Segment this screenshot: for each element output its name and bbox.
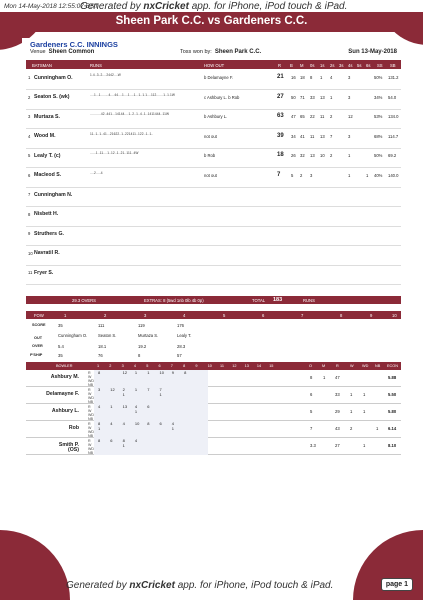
batting-position: 10	[28, 250, 33, 256]
batsman-row	[26, 188, 401, 207]
fow-col-4: 4	[183, 313, 186, 318]
how-out: not out	[204, 172, 217, 178]
wd-col: WD	[362, 364, 369, 368]
bowler-wd: 1	[363, 409, 366, 414]
runs-sequence: 1.4..3..2....2442....W	[90, 73, 121, 77]
batsman-row	[26, 71, 401, 90]
batsman-sb: 140.0	[388, 172, 399, 178]
bowler-w: 1	[350, 392, 353, 397]
over-runs: 4	[134, 404, 138, 409]
batting-position: 5	[28, 153, 31, 158]
bowler-row	[26, 438, 401, 455]
over-runs: 10	[159, 370, 164, 375]
over-col-4: 4	[133, 364, 137, 368]
scorecard	[22, 38, 401, 455]
bowler-econ: 8.10	[388, 443, 397, 448]
totals-bar	[26, 296, 401, 304]
econ-col: ECON	[387, 364, 398, 368]
batsman-ones: 13	[320, 133, 325, 139]
batsman-row	[26, 169, 401, 188]
bowler-o: 3.3	[310, 443, 316, 448]
bowler-name: Ashbury M.	[50, 374, 79, 380]
bowler-w: 1	[350, 409, 353, 414]
how-out: b Rob	[204, 153, 216, 158]
over-col-12: 12	[232, 364, 237, 368]
bowler-r: 33	[335, 392, 340, 397]
runs-label: RUNS	[303, 298, 315, 303]
over-runs: 7	[159, 387, 162, 392]
m-col: M	[322, 364, 326, 368]
over-wickets: 1	[122, 392, 125, 397]
bowler-r: 47	[335, 375, 340, 380]
over-col-8: 8	[183, 364, 186, 368]
how-out: not out	[204, 133, 217, 139]
bowler-col: BOWLER	[56, 364, 73, 368]
how-out: b Ashbury L.	[204, 114, 228, 119]
batsman-fours: 1	[348, 172, 351, 178]
row-label-r: R	[88, 370, 91, 375]
batsman-m: 41	[300, 133, 305, 139]
fow-over: 19.2	[138, 344, 147, 349]
over-runs: 6	[147, 404, 150, 409]
batsman-col: BATSMAN	[32, 62, 52, 68]
batsman-twos: 2	[330, 114, 333, 119]
decorative-ball	[0, 530, 70, 600]
batsman-m: 32	[300, 153, 305, 158]
runs-sequence: ...........42..441...14144....1..2..1..4..1..1411444..11W	[90, 112, 170, 116]
bowler-econ: 6.14	[388, 426, 397, 431]
page-number: page 1	[381, 578, 413, 591]
ones-col: 1s	[320, 62, 325, 68]
over-wickets: 1	[98, 426, 101, 431]
fow-pship: 57	[177, 353, 182, 358]
fow-out: Murtaza S.	[138, 333, 159, 338]
generated-by-text: Generated by nxCricket app. for iPhone, iPod touch & iPad.	[80, 1, 348, 12]
twos-col: 2s	[330, 62, 335, 68]
toss-info: Toss won by: Sheen Park C.C.	[180, 49, 262, 55]
bowler-wd: 1	[363, 443, 366, 448]
batsman-row	[26, 110, 401, 129]
over-runs: 4	[134, 438, 138, 443]
fow-over: 28.3	[177, 344, 186, 349]
over-wickets: 1	[134, 409, 138, 414]
over-runs: 10	[134, 421, 140, 426]
over-runs: 8	[122, 438, 125, 443]
match-title: Sheen Park C.C. vs Gardeners C.C.	[115, 15, 308, 27]
batsman-b: 50	[291, 94, 296, 100]
pship-label: P'SHIP	[30, 353, 43, 357]
fow-col-2: 2	[104, 313, 107, 318]
over-runs: 4	[171, 421, 175, 426]
batsman-name: Wood M.	[34, 133, 56, 139]
venue: Venue Sheen Common	[30, 49, 95, 55]
over-runs: 3	[98, 387, 101, 392]
row-label-r: R	[88, 404, 91, 409]
bowler-econ: 5.50	[388, 392, 397, 397]
row-label-nb: NB	[88, 433, 93, 438]
bowler-row	[26, 387, 401, 404]
bowler-o: 7	[310, 426, 313, 431]
fow-col-7: 7	[301, 313, 304, 318]
fours-col: 4s	[348, 62, 353, 68]
batsman-twos: 4	[330, 75, 333, 80]
fow-pship: 35	[58, 353, 63, 358]
fow-score: 176	[177, 323, 184, 328]
batsman-fours: 3	[348, 133, 351, 139]
batsman-runs: 7	[277, 171, 281, 178]
over-runs: 12	[122, 370, 128, 375]
batsman-fours: 3	[348, 94, 351, 100]
match-date: Sun 13-May-2018	[348, 49, 397, 55]
fow-col-5: 5	[223, 313, 226, 318]
row-label-r: R	[88, 387, 91, 392]
over-runs: 4	[98, 404, 101, 409]
batsman-name: Fryer S.	[34, 269, 54, 276]
batsman-fours: 3	[348, 75, 351, 80]
row-label-nb: NB	[88, 399, 93, 404]
batsman-zeros: 8	[310, 75, 313, 80]
batting-header	[26, 60, 401, 69]
over-runs: 2	[122, 387, 125, 392]
over-runs: 1	[147, 370, 150, 375]
batsman-zeros: 22	[310, 114, 315, 119]
over-col-11: 11	[220, 364, 224, 368]
row-label-w: W	[88, 374, 92, 379]
batting-position: 7	[28, 192, 31, 197]
batsman-name: Lealy T. (c)	[34, 152, 61, 159]
b-col: B	[290, 62, 293, 68]
batsman-name: Seaton S. (wk)	[34, 94, 70, 100]
row-label-w: W	[88, 391, 92, 396]
batsman-b: 5	[291, 172, 294, 178]
batsman-b: 47	[291, 114, 296, 119]
fow-pship: 76	[98, 353, 103, 358]
batsman-runs: 18	[277, 152, 284, 158]
fow-over: 18.1	[98, 344, 107, 349]
nb-col: NB	[375, 364, 381, 368]
over-wickets: 1	[159, 392, 162, 397]
footer-generated-by: Generated by nxCricket app. for iPhone, iPod touch & iPad.	[66, 580, 334, 591]
over-col-5: 5	[146, 364, 149, 368]
row-label-w: W	[88, 442, 92, 447]
bowler-o: 5	[310, 409, 313, 414]
bowler-econ: 5.88	[388, 375, 397, 380]
bowler-nb: 1	[376, 426, 379, 431]
batsman-ones: 11	[320, 114, 325, 119]
batsman-ss: 40%	[374, 172, 383, 178]
row-label-nb: NB	[88, 382, 93, 387]
batsman-zeros: 13	[310, 153, 315, 158]
bowler-row	[26, 404, 401, 421]
over-runs: 1	[110, 404, 113, 409]
row-label-wd: WD	[88, 378, 94, 383]
batsman-sb: 114.7	[388, 133, 399, 139]
batsman-sb: 69.2	[388, 153, 397, 158]
w-col: W	[350, 364, 354, 368]
batsman-runs: 39	[277, 132, 284, 139]
batsman-m: 71	[300, 94, 305, 100]
batsman-ss: 53%	[374, 114, 383, 119]
bowler-r: 43	[335, 426, 340, 431]
row-label-wd: WD	[88, 412, 94, 417]
batsman-zeros: 33	[310, 94, 315, 100]
batsman-runs: 21	[277, 74, 284, 80]
fow-col-3: 3	[144, 313, 147, 318]
batsman-row	[26, 227, 401, 246]
fow-col-6: 6	[262, 313, 265, 318]
row-label-wd: WD	[88, 429, 94, 434]
runs-sequence: ......1..11....1..12..1..21..111..4W	[90, 151, 139, 155]
batsman-row	[26, 266, 401, 285]
over-runs: 8	[98, 438, 101, 443]
over-runs: 1	[134, 370, 138, 375]
batsman-twos: 7	[330, 133, 333, 139]
batsman-name: Murtaza S.	[34, 113, 60, 120]
row-label-wd: WD	[88, 395, 94, 400]
over-runs: 9	[171, 370, 175, 375]
fow-score: 111	[98, 323, 105, 328]
runs-sequence: 11..1..1..41...21622..1..221411..122..1..1..	[90, 131, 154, 136]
total-runs: 183	[273, 297, 283, 304]
batsman-sb: 54.0	[388, 94, 397, 100]
over-runs: 12	[110, 387, 115, 392]
batsman-ss: 68%	[374, 133, 383, 139]
batsman-ss: 50%	[374, 153, 383, 158]
bowler-w: 2	[350, 426, 353, 431]
fow-over: 5.4	[58, 344, 64, 349]
out-label: OUT	[34, 336, 43, 340]
bowling-header	[26, 362, 401, 370]
runs-sequence: ....2.....4	[90, 170, 103, 175]
zeros-col: 0s	[310, 62, 315, 68]
batsman-name: Cunningham O.	[34, 74, 73, 81]
total-overs: 29.3 OVERS	[72, 298, 96, 303]
batsman-fours: 12	[348, 114, 353, 119]
generated-timestamp: Mon 14-May-2018 12:55:07 BST	[4, 3, 99, 10]
score-label: SCORE	[32, 323, 46, 327]
batting-position: 8	[28, 211, 31, 217]
fow-col-1: 1	[64, 313, 67, 318]
how-out: b Delamayne F.	[204, 75, 234, 80]
how-out-col: HOW OUT	[204, 62, 225, 68]
over-runs: 8	[147, 421, 150, 426]
how-out: c Ashbury L. b Rob	[204, 94, 240, 100]
m-col: M	[300, 62, 304, 68]
fow-pship: 8	[138, 353, 141, 358]
fow-header	[26, 311, 401, 319]
over-label: OVER	[32, 344, 43, 348]
bowler-r: 29	[335, 409, 340, 414]
batting-position: 3	[28, 114, 31, 119]
bowler-r: 27	[335, 443, 340, 448]
batsman-ones: 10	[320, 153, 325, 158]
batsman-row	[26, 130, 401, 149]
batsman-b: 16	[291, 75, 296, 80]
batsman-zeros: 11	[310, 133, 315, 139]
over-col-15: 15	[269, 364, 274, 368]
row-label-wd: WD	[88, 446, 94, 451]
over-col-14: 14	[256, 364, 262, 368]
batsman-sb: 131.2	[388, 75, 399, 80]
batsman-ones: 13	[320, 94, 325, 100]
bowler-name: Smith P. (OS)	[58, 442, 79, 453]
batsman-row	[26, 91, 401, 110]
batsman-zeros: 3	[310, 172, 313, 178]
over-runs: 8	[98, 421, 101, 426]
bowler-row	[26, 421, 401, 438]
over-col-2: 2	[109, 364, 112, 368]
batsman-row	[26, 208, 401, 227]
fives-col: 5s	[357, 62, 362, 68]
batsman-sb: 134.0	[388, 114, 399, 119]
over-runs: 1	[134, 387, 138, 392]
fow-out: Cunningham O.	[58, 333, 88, 338]
batting-position: 1	[28, 75, 31, 80]
fow-label: FOW	[34, 313, 44, 318]
row-label-r: R	[88, 438, 91, 443]
fow-out: Seaton S.	[98, 333, 117, 338]
batsman-b: 34	[291, 133, 296, 139]
over-wickets: 1	[171, 426, 175, 431]
over-runs: 7	[147, 387, 150, 392]
sixes-col: 6s	[366, 62, 371, 68]
batsman-name: Macleod S.	[34, 172, 62, 178]
bowler-name: Ashbury L.	[51, 408, 79, 414]
batsman-name: Navratil R.	[34, 250, 60, 256]
over-runs: 4	[122, 421, 125, 426]
bowler-o: 6	[310, 392, 313, 397]
fow-score: 35	[58, 323, 63, 328]
ss-col: SS	[377, 62, 383, 68]
overs-area	[94, 370, 208, 387]
over-runs: 8	[98, 370, 101, 375]
fow-out: Lealy T.	[177, 333, 192, 338]
batsman-b: 26	[291, 153, 296, 158]
batsman-m: 18	[300, 75, 305, 80]
batting-position: 6	[28, 172, 31, 178]
over-runs: 13	[122, 404, 128, 409]
bowler-name: Rob	[68, 425, 79, 431]
over-col-9: 9	[195, 364, 198, 368]
batsman-m: 2	[300, 172, 303, 178]
batsman-fours: 1	[348, 153, 351, 158]
batsman-sixes: 1	[366, 172, 369, 178]
batsman-m: 65	[300, 114, 305, 119]
over-col-10: 10	[207, 364, 212, 368]
batsman-runs: 27	[277, 93, 284, 100]
batsman-ones: 1	[320, 75, 323, 80]
over-col-7: 7	[170, 364, 173, 368]
bowler-o: 8	[310, 375, 313, 380]
row-label-r: R	[88, 421, 91, 426]
batting-position: 4	[28, 133, 31, 139]
o-col: O	[309, 364, 312, 368]
batting-position: 2	[28, 94, 31, 100]
runs-col: RUNS	[90, 62, 102, 68]
bowler-m: 1	[323, 375, 326, 380]
over-wickets: 1	[122, 443, 125, 448]
batsman-ss: 50%	[374, 75, 383, 80]
over-col-1: 1	[97, 364, 100, 368]
sb-col: SB	[390, 62, 396, 68]
over-runs: 6	[110, 438, 113, 443]
batsman-runs: 63	[277, 113, 284, 119]
over-runs: 6	[159, 421, 162, 426]
bowler-name: Delamayne F.	[46, 391, 79, 397]
top-banner	[0, 0, 423, 32]
over-col-6: 6	[158, 364, 161, 368]
innings-title: Gardeners C.C. INNINGS	[30, 40, 118, 49]
batsman-row	[26, 149, 401, 168]
row-label-nb: NB	[88, 416, 93, 421]
row-label-w: W	[88, 408, 92, 413]
batsman-ss: 34%	[374, 94, 383, 100]
total-label: TOTAL	[252, 298, 266, 303]
runs-sequence: ....1...1........4....44....1....1....1...1..1.1....112.......1..1.1W	[90, 92, 175, 97]
over-col-13: 13	[244, 364, 249, 368]
threes-col: 3s	[339, 62, 344, 68]
match-title-bar	[0, 12, 423, 32]
fow-score: 119	[138, 323, 145, 328]
batsman-name: Cunningham N.	[34, 191, 73, 198]
over-col-3: 3	[121, 364, 124, 368]
fow-col-10: 10	[392, 313, 397, 318]
batsman-row	[26, 247, 401, 266]
batting-position: 9	[28, 231, 31, 236]
r-col: R	[278, 62, 282, 68]
over-runs: 8	[184, 370, 187, 375]
fow-col-8: 8	[340, 313, 343, 318]
over-runs: 4	[110, 421, 113, 426]
extras: EXTRAS: 8 (5wd 1nb 0lb 4b 0p)	[144, 298, 204, 303]
batsman-twos: 2	[330, 153, 333, 158]
batsman-twos: 1	[330, 94, 333, 100]
batsman-name: Struthers G.	[34, 230, 64, 237]
r-col: R	[336, 364, 339, 368]
bowler-row	[26, 370, 401, 387]
row-label-w: W	[88, 425, 92, 430]
bowler-wd: 1	[363, 392, 366, 397]
row-label-nb: NB	[88, 450, 93, 455]
batting-position: 11	[28, 270, 33, 275]
fow-col-9: 9	[370, 313, 373, 318]
bowler-econ: 5.80	[388, 409, 397, 414]
batsman-name: Nisbett H.	[34, 211, 59, 217]
